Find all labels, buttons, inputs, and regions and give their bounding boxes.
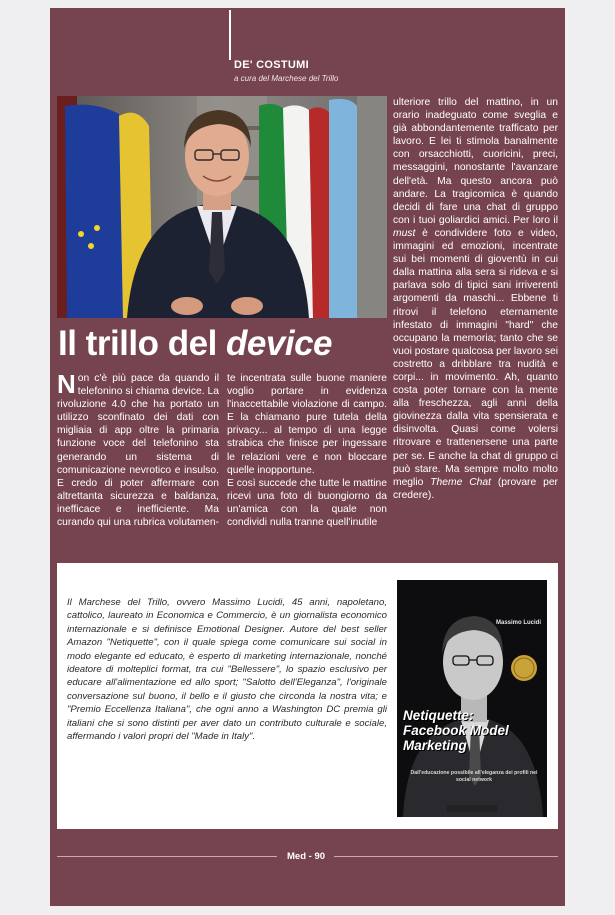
article-column-3 [393, 96, 558, 502]
article-title-plain: Il trillo del [58, 324, 227, 363]
author-photo [57, 96, 387, 318]
column-3-text-a: ulteriore trillo del mattino, in un orario inadeguato come sveglia e già abbondantemente trafficato per lavoro. E lei ti stimola banalmente con orsacchiotti, cuoricini, preci, messaggini, nonostante l'avanzare dell'età. Ma questo ancora può andare. La tragicomica è quando decidi di fare una chat di gruppo con i tuoi goliardici amici. Per loro il [393, 97, 558, 226]
column-2-paragraph-2: E così succede che tutte le mattine ricevi una foto di buongiorno da un'amica con la quale non condividi nulla tranne quell'inutile [227, 477, 387, 529]
header-divider [229, 10, 231, 60]
footer-rule-left [57, 856, 277, 857]
article-title-italic: device [226, 324, 332, 363]
column-3-text-c: (provare per credere). [393, 476, 558, 501]
book-title [403, 708, 543, 753]
page-folio: Med - 90 [287, 851, 326, 862]
section-title: DE' COSTUMI [234, 59, 309, 71]
author-bio-text: Il Marchese del Trillo, ovvero Massimo Lucidi, 45 anni, napoletano, cattolico, laureato in Economica e Commercio, è un giornalista economico internazionale e si definisce Emotional Designer. Autore del best seller Amazon "Netiquette", con il quale spiega come comunicare sui social in modo elegante ed educato, è esperto di marketing internazionale, nonché ideatore di molteplici format, tra cui "Bellessere", lo spazio esclusivo per educare all'alimentazione ed allo sport; "Salotto dell'Eleganza", l'originale conversazione sul buono, il bello e il giusto che circonda la nostra vita; e "Premio Eccellenza Italiana", che ogni anno a Washington DC premia gli italiani che si sono distinti per aver dato un contributo culturale e sociale, affermando i valori propri del "Made in Italy". [67, 597, 387, 743]
book-title-line-1: Netiquette: [403, 708, 474, 723]
book-subtitle: Dall'educazione possibile all'eleganza dei profili nei social network [410, 770, 538, 783]
column-2-paragraph-1: te incentrata sulle buone maniere voglio portare in evidenza l'inaccettabile violazione di campo. E la chiamano pure tutela della privacy... al tempo di una legge strabica che finisce per ingessare le relazioni vere e non bloccare quelle inopportune. [227, 373, 387, 476]
column-3-emphasis-theme-chat: Theme Chat [430, 476, 491, 488]
article-title [58, 324, 332, 364]
drop-cap: N [57, 369, 76, 399]
column-3-text-b: è condividere foto e video, immagini ed emozioni, incentrate sui bei momenti di gioventù in cui dalla mattina alla sera si rideva e si parlava solo di tipici sani irriverenti argomenti da maschi... Ebbene ti ritrovi il telefono eternamente infestato di immagini "hard" che occupano la memoria; tanto che se vuoi postare qualcosa per lavoro sei costretto a dribblare tra nudità e corpi... in movimento. Ah, quanto costa poter tornare con la mente alla freschezza, agli anni della giovinezza dalla vita spensierata e disinvolta. Quasi come volersi ritrovare e trattenersene una parte per se. E anche la chat di gruppo ci può stare. Ma sempre molto molto meglio [393, 227, 558, 488]
book-title-line-3: Marketing [403, 738, 467, 753]
book-cover [397, 580, 547, 817]
column-1-paragraph: on c'è più pace da quando il telefonino si chiama device. La rivoluzione 4.0 che ha portato un utilizzo sconfinato dei dati con migliaia di app oltre la primaria funzione voce del telefonino sta generando un sistema di comunicazione nevrotico e insulso. E credo di poter affermare con altrettanta sicurezza e baldanza, inefficace e inefficiente. Ma curando qui una rubrica volutamen- [57, 373, 219, 529]
column-3-paragraph [393, 96, 558, 502]
column-3-emphasis-must: must [393, 227, 416, 239]
footer-rule-right [334, 856, 558, 857]
book-title-line-2: Facebook Model [403, 723, 509, 738]
article-column-1 [57, 369, 219, 529]
book-author: Massimo Lucidi [495, 620, 541, 626]
article-column-2 [227, 372, 387, 529]
column-author-credit: a cura del Marchese del Trillo [234, 74, 339, 83]
author-photo-illustration [57, 96, 387, 318]
